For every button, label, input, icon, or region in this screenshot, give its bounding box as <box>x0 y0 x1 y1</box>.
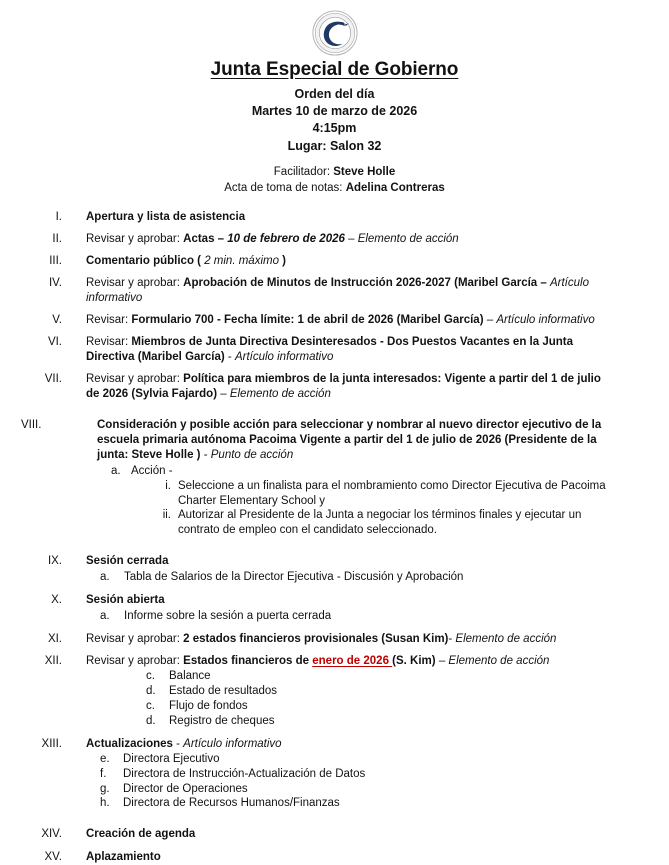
agenda-xii-dash: – <box>438 655 449 668</box>
list-marker: d. <box>146 714 156 727</box>
agenda-item-v <box>10 313 659 328</box>
list-item <box>146 699 634 714</box>
list-marker: c. <box>146 669 155 682</box>
agenda-item-ix <box>10 554 659 585</box>
agenda-item-xii <box>10 654 659 729</box>
list-marker: a. <box>111 464 121 477</box>
agenda-number-xi: XI. <box>47 633 62 646</box>
credits-block <box>10 164 659 197</box>
agenda-body-vii <box>62 372 606 402</box>
agenda-item-xiv <box>10 827 659 842</box>
notetaker-label: Acta de toma de notas: <box>224 182 346 195</box>
agenda-number-vii: VII. <box>44 372 62 385</box>
list-marker: a. <box>100 571 110 584</box>
list-marker: h. <box>100 797 110 810</box>
meeting-date: Martes 10 de marzo de 2026 <box>251 104 418 119</box>
agenda-ii-bold-italic: 10 de febrero de 2026 <box>227 233 345 246</box>
agenda-item-iv <box>10 276 659 306</box>
facilitator-label: Facilitador: <box>273 165 334 178</box>
agenda-number-xii: XII. <box>44 655 62 668</box>
agenda-xi-italic: Elemento de acción <box>455 633 557 646</box>
agenda-vii-dash: – <box>220 387 230 400</box>
logo-container <box>10 10 659 56</box>
list-text: Autorizar al Presidente de la Junta a negociar los términos finales y ejecutar un contrato de empleo con el candidato seleccionado. <box>178 509 582 537</box>
notetaker-name: Adelina Contreras <box>345 182 445 195</box>
agenda-number-ix: IX. <box>47 555 62 568</box>
list-item <box>111 464 617 479</box>
list-item <box>146 714 634 729</box>
agenda-body-v <box>62 313 634 328</box>
agenda-vi-dash: - <box>227 351 235 364</box>
agenda-xiii-bold: Actualizaciones <box>86 737 177 750</box>
list-item <box>100 796 634 811</box>
agenda-viii-subsublist <box>153 479 617 539</box>
list-item <box>146 669 634 684</box>
list-item <box>153 479 617 509</box>
list-text: Registro de cheques <box>169 714 275 727</box>
agenda-item-x <box>10 593 659 624</box>
facilitator-line <box>10 164 659 180</box>
agenda-iv-italic: Artículo informativo <box>86 277 589 305</box>
list-item <box>100 752 634 767</box>
list-item <box>100 767 634 782</box>
agenda-viii-dash: - <box>203 448 211 461</box>
agenda-item-viii <box>10 418 659 539</box>
agenda-xii-lead: Revisar y aprobar: <box>86 655 184 668</box>
agenda-xii-bold-pre: Estados financieros de <box>183 655 313 668</box>
list-text: Director de Operaciones <box>123 782 248 795</box>
agenda-xv-bold: Aplazamiento <box>86 851 161 864</box>
agenda-body-i <box>62 210 634 225</box>
agenda-list <box>10 210 659 865</box>
agenda-number-i: I. <box>55 211 62 224</box>
agenda-viii-bold: Consideración y posible acción para seleccionar y nombrar al nuevo director ejecutivo de la escuela primaria autónoma Pacoima Vigente a partir del 1 de julio de 2026 (Presidente de la junta: Steve Holle ) <box>97 418 602 461</box>
list-marker: ii. <box>162 509 171 522</box>
agenda-iii-italic: 2 min. máximo <box>204 255 279 268</box>
agenda-body-xv <box>62 850 634 865</box>
list-text: Balance <box>169 669 211 682</box>
agenda-vii-bold: Política para miembros de la junta interesados: Vigente a partir del 1 de julio de 2026 (Sylvia Fajardo) <box>86 372 601 400</box>
agenda-iii-bold: Comentario público <box>86 255 198 268</box>
agenda-number-xiv: XIV. <box>41 828 62 841</box>
list-marker: f. <box>100 767 107 780</box>
list-text: Directora de Recursos Humanos/Finanzas <box>123 797 340 810</box>
agenda-vii-italic: Elemento de acción <box>229 387 331 400</box>
meeting-time: 4:15pm <box>312 121 357 136</box>
list-item <box>146 684 634 699</box>
agenda-body-iii <box>62 254 634 269</box>
agenda-ii-italic: Elemento de acción <box>357 233 459 246</box>
agenda-vi-lead: Revisar: <box>86 336 132 349</box>
agenda-xi-bold: 2 estados financieros provisionales (Susan Kim) <box>183 633 449 646</box>
agenda-ix-bold: Sesión cerrada <box>86 555 169 568</box>
agenda-number-iii: III. <box>49 255 62 268</box>
agenda-iv-bold: Aprobación de Minutos de Instrucción 2026-2027 (Maribel García – <box>183 277 550 290</box>
agenda-xii-sublist <box>146 669 634 729</box>
agenda-v-dash: – <box>486 314 497 327</box>
agenda-xiii-sublist <box>100 752 634 812</box>
agenda-v-italic: Artículo informativo <box>496 314 595 327</box>
agenda-body-vi <box>62 335 606 365</box>
agenda-number-x: X. <box>51 594 62 607</box>
agenda-iv-lead: Revisar y aprobar: <box>86 277 184 290</box>
agenda-item-xv <box>10 850 659 865</box>
agenda-item-vii <box>10 372 659 402</box>
agenda-item-iii <box>10 254 659 269</box>
agenda-vi-italic: Artículo informativo <box>234 351 334 364</box>
agenda-viii-italic: Punto de acción <box>210 448 294 461</box>
list-marker: d. <box>146 684 156 697</box>
agenda-body-ii <box>62 232 634 247</box>
list-marker: a. <box>100 610 110 623</box>
agenda-i-title: Apertura y lista de asistencia <box>86 211 246 224</box>
list-item <box>100 609 634 624</box>
list-item <box>153 508 617 538</box>
agenda-number-v: V. <box>52 314 62 327</box>
agenda-x-sublist <box>100 609 634 624</box>
agenda-xii-bold-post: (S. Kim) <box>392 655 439 668</box>
page-title: Junta Especial de Gobierno <box>210 59 459 80</box>
list-text: Seleccione a un finalista para el nombramiento como Director Ejecutiva de Pacoima Charter Elementary School y <box>178 479 606 507</box>
agenda-body-iv <box>62 276 634 306</box>
agenda-vii-lead: Revisar y aprobar: <box>86 372 184 385</box>
list-text: Directora Ejecutivo <box>123 752 220 765</box>
agenda-body-ix <box>62 554 634 585</box>
agenda-xiv-bold: Creación de agenda <box>86 828 196 841</box>
agenda-v-lead: Revisar: <box>86 314 132 327</box>
agenda-body-x <box>62 593 634 624</box>
agenda-xi-dash: - <box>448 633 456 646</box>
agenda-ii-dash: – <box>344 233 358 246</box>
list-item <box>100 782 634 797</box>
agenda-item-i <box>10 210 659 225</box>
agenda-number-vi: VI. <box>47 336 62 349</box>
agenda-body-viii <box>73 418 617 539</box>
agenda-viii-sublist <box>111 464 617 479</box>
agenda-iii-paren-close: ) <box>278 255 287 268</box>
agenda-ii-bold: Actas – <box>183 233 228 246</box>
agenda-item-xi <box>10 632 659 647</box>
agenda-body-xii <box>62 654 634 729</box>
facilitator-name: Steve Holle <box>333 165 396 178</box>
school-seal-icon <box>312 10 358 56</box>
list-item <box>100 570 634 585</box>
agenda-item-ii <box>10 232 659 247</box>
agenda-xiii-dash: - <box>176 737 184 750</box>
agenda-item-xiii <box>10 737 659 812</box>
agenda-xi-lead: Revisar y aprobar: <box>86 633 184 646</box>
agenda-number-ii: II. <box>52 233 62 246</box>
agenda-body-xi <box>62 632 634 647</box>
agenda-ii-lead: Revisar y aprobar: <box>86 233 184 246</box>
agenda-item-vi <box>10 335 659 365</box>
notetaker-line <box>10 180 659 196</box>
list-marker: e. <box>100 752 110 765</box>
list-text: Tabla de Salarios de la Director Ejecutiva - Discusión y Aprobación <box>124 571 464 584</box>
subtitle-orden-del-dia: Orden del día <box>294 86 375 101</box>
agenda-xiii-italic: Artículo informativo <box>183 737 282 750</box>
list-marker: i. <box>165 479 171 492</box>
agenda-number-viii: VIII. <box>21 418 42 431</box>
agenda-vi-bold: Miembros de Junta Directiva Desinteresados - Dos Puestos Vacantes en la Junta Directiva (Maribel García) <box>86 336 574 364</box>
agenda-xii-italic: Elemento de acción <box>448 655 550 668</box>
agenda-number-xv: XV. <box>44 851 62 864</box>
agenda-number-iv: IV. <box>48 277 62 290</box>
list-text: Flujo de fondos <box>169 699 248 712</box>
agenda-iii-paren-open: ( <box>197 255 205 268</box>
list-text: Informe sobre la sesión a puerta cerrada <box>124 610 332 623</box>
meeting-location: Lugar: Salon 32 <box>287 138 382 153</box>
agenda-x-bold: Sesión abierta <box>86 594 165 607</box>
list-text: Directora de Instrucción-Actualización de Datos <box>123 767 366 780</box>
agenda-xii-highlight-date[interactable]: enero de 2026 <box>312 655 393 668</box>
list-text: Acción - <box>131 464 173 477</box>
list-text: Estado de resultados <box>169 684 278 697</box>
agenda-body-xiv <box>62 827 634 842</box>
list-marker: g. <box>100 782 110 795</box>
agenda-number-xiii: XIII. <box>41 737 62 750</box>
agenda-body-xiii <box>62 737 634 812</box>
list-marker: c. <box>146 699 155 712</box>
agenda-ix-sublist <box>100 570 634 585</box>
agenda-v-bold: Formulario 700 - Fecha límite: 1 de abril de 2026 (Maribel García) <box>131 314 487 327</box>
document-header <box>10 10 659 196</box>
